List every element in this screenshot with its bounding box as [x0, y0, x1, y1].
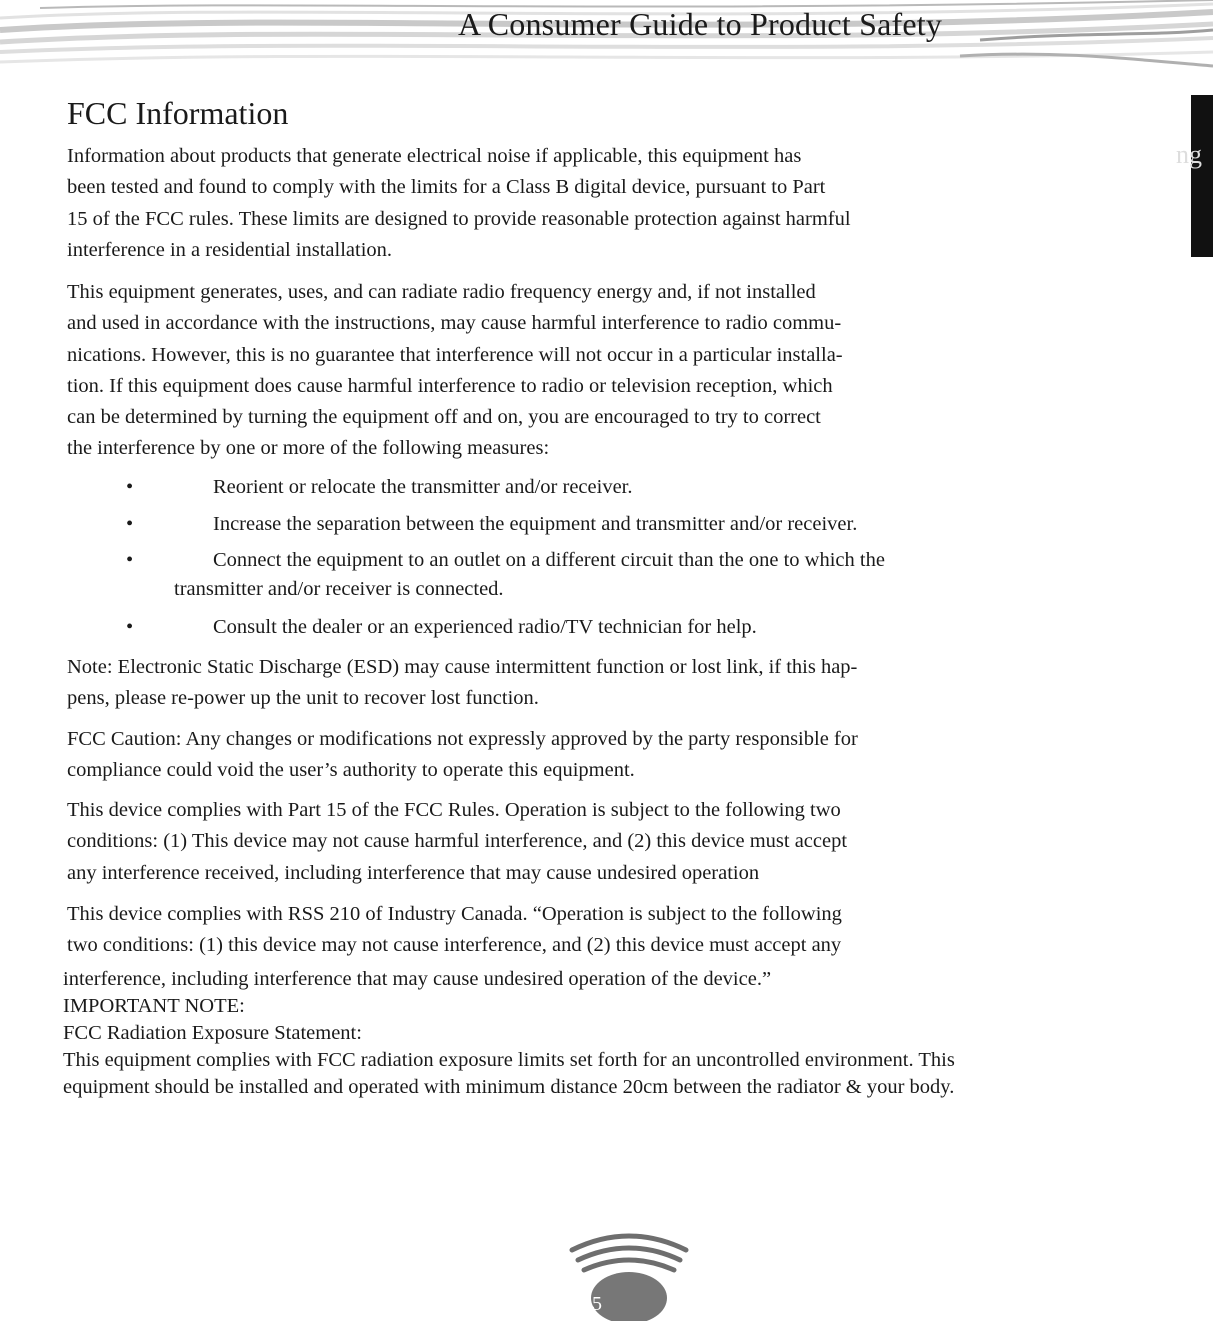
text-line: 15 of the FCC rules. These limits are designed to provide reasonable protection against harmful: [67, 207, 851, 230]
paragraph-esd-note: [67, 652, 857, 715]
list-item-text: Reorient or relocate the transmitter and/or receiver.: [213, 476, 633, 498]
paragraph-rf-energy: [67, 277, 843, 465]
section-title: FCC Information: [67, 95, 289, 131]
text-line: Information about products that generate electrical noise if applicable, this equipment has: [67, 145, 802, 167]
text-line: This equipment complies with FCC radiation exposure limits set forth for an uncontrolled environment. This: [63, 1049, 955, 1071]
side-tab-label-text: ng: [1176, 140, 1202, 169]
text-line: interference in a residential installation.: [67, 238, 393, 261]
side-section-tab: [1191, 95, 1213, 257]
text-line: Note: Electronic Static Discharge (ESD) may cause intermittent function or lost link, if this hap-: [67, 656, 858, 678]
list-item-text: Consult the dealer or an experienced radio/TV technician for help.: [213, 616, 757, 638]
text-line: This device complies with RSS 210 of Industry Canada. “Operation is subject to the following: [67, 903, 842, 925]
text-line: tion. If this equipment does cause harmful interference to radio or television reception, which: [67, 374, 833, 397]
page-header-title: A Consumer Guide to Product Safety: [458, 6, 943, 42]
text-line: FCC Radiation Exposure Statement:: [63, 1022, 362, 1044]
wireless-signal-logo-icon: [568, 1230, 690, 1321]
paragraph-rss210: [67, 899, 842, 962]
text-line: IMPORTANT NOTE:: [63, 995, 245, 1017]
text-line: FCC Caution: Any changes or modifications not expressly approved by the party responsible for: [67, 728, 858, 750]
text-line: pens, please re-power up the unit to recover lost function.: [67, 687, 539, 710]
list-item-text: Connect the equipment to an outlet on a different circuit than the one to which the: [213, 549, 885, 571]
text-line: equipment should be installed and operated with minimum distance 20cm between the radiator & your body.: [63, 1076, 955, 1098]
bullet-icon: •: [126, 549, 134, 571]
paragraph-fcc-caution: [67, 724, 858, 787]
page-number: 5: [592, 1293, 602, 1315]
radiation-exposure-block: [63, 966, 955, 1101]
list-item-text: Increase the separation between the equipment and transmitter and/or receiver.: [213, 513, 858, 535]
text-line: compliance could void the user’s authority to operate this equipment.: [67, 759, 635, 782]
paragraph-noise-info: [67, 141, 851, 266]
bullet-icon: •: [126, 513, 134, 535]
paragraph-part15: [67, 795, 847, 889]
text-line: been tested and found to comply with the limits for a Class B digital device, pursuant to Part: [67, 176, 826, 199]
text-line: can be determined by turning the equipment off and on, you are encouraged to try to correct: [67, 406, 821, 429]
text-line: nications. However, this is no guarantee that interference will not occur in a particular installa-: [67, 343, 843, 366]
text-line: any interference received, including interference that may cause undesired operation: [67, 861, 760, 884]
text-line: This device complies with Part 15 of the FCC Rules. Operation is subject to the following two: [67, 799, 841, 821]
side-tab-label: [1176, 140, 1213, 170]
text-line: interference, including interference that may cause undesired operation of the device.”: [63, 968, 772, 990]
bullet-icon: •: [126, 616, 134, 638]
text-line: and used in accordance with the instructions, may cause harmful interference to radio commu-: [67, 312, 842, 335]
text-line: This equipment generates, uses, and can radiate radio frequency energy and, if not installed: [67, 281, 816, 303]
list-item-continuation: transmitter and/or receiver is connected.: [174, 578, 504, 600]
bullet-icon: •: [126, 476, 134, 498]
text-line: the interference by one or more of the following measures:: [67, 437, 550, 460]
text-line: two conditions: (1) this device may not cause interference, and (2) this device must accept any: [67, 934, 842, 957]
text-line: conditions: (1) This device may not cause harmful interference, and (2) this device must accept: [67, 830, 848, 853]
